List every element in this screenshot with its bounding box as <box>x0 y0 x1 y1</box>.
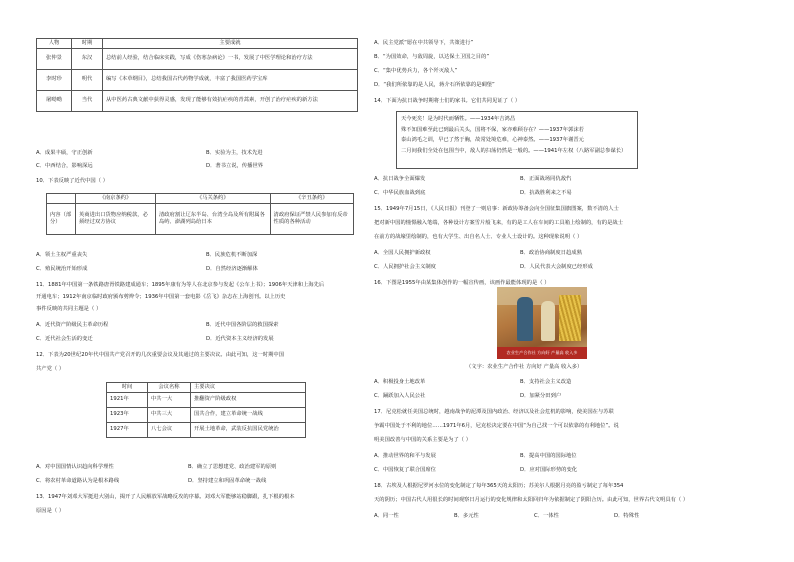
option-d[interactable]: D．自然经济逐渐解体 <box>206 266 258 272</box>
table-row <box>47 203 354 234</box>
option-b[interactable]: B．支持社会主义改造 <box>520 379 572 385</box>
option-d[interactable]: D．特殊性 <box>614 513 640 519</box>
table-cell: 中共三大 <box>148 407 191 422</box>
table-row <box>107 422 306 437</box>
option-a[interactable]: A．近代资产阶级民主革命历程 <box>36 322 109 328</box>
table-cell: 清政府割让辽东半岛、台湾全岛及所有附属各岛屿、澎湖列岛给日本 <box>155 203 270 234</box>
option-a[interactable]: A．领土主权严重丧失 <box>36 252 88 258</box>
option-c[interactable]: C．中国恢复了联合国席位 <box>374 467 436 473</box>
option-a[interactable]: A．同一性 <box>374 513 399 519</box>
poster-figure <box>541 301 555 341</box>
question-15-line: 把对新中国的憧憬融入笔端，各种设计方案雪片般飞来，有的是工人在车间的工具箱上绘制的，有的是战士 <box>374 220 623 226</box>
option-b[interactable]: B．近代中国各阶层的救国探索 <box>206 322 279 328</box>
question-13-line: 13．1947年刘邓大军挺进大别山，揭开了人民解放军战略反攻的序幕。刘邓大军能够站稳脚跟，扎下根的根本 <box>36 494 295 500</box>
question-10-stem: 10．下表反映了近代中国（ ） <box>36 178 108 184</box>
table-row <box>107 407 306 422</box>
option-b[interactable]: B．确立了思想建党、政治建军的原则 <box>188 464 277 470</box>
option-c[interactable]: C．殖民统治开始形成 <box>36 266 88 272</box>
question-16-stem: 16．下图是1955年由某集体创作的一幅宣传画，该画作最能体现的是（ ） <box>374 280 550 286</box>
table-cell: 国共合作，建立革命统一战线 <box>191 407 306 422</box>
letter-line: 天今死矣！是为时代而牺牲。——1934年吉鸿昌 <box>401 116 516 122</box>
table-header-row <box>37 39 358 49</box>
table-row <box>107 392 306 407</box>
table-header-row <box>107 383 306 393</box>
table-row <box>37 69 358 90</box>
option-b[interactable]: B．“为国效命，与敌周旋，以达保土卫国之目的” <box>374 54 490 60</box>
table-cell: 从中医药古典文献中获得灵感，发现了能够有效抗疟疾的青蒿素，开创了治疗疟疾的新方法 <box>103 90 358 111</box>
table-header: 主要决议 <box>191 383 306 393</box>
table-cell: 推翻资产阶级政权 <box>191 392 306 407</box>
poster-caption: （文字：农业生产合作社 方向好 产量高 收入多） <box>466 364 583 370</box>
question-11-line: 开通电车；1912年南京临时政府颁布剪辫令；1936年中国第一套电影《岳飞》杂志在上海创刊。以上历史 <box>36 294 286 300</box>
question-11-line: 11．1881年中国第一条铁路唐胥铁路建成通车；1895年康有为等人在北京参与发起《公车上书》；1906年天津和上海先后 <box>36 282 325 288</box>
option-b[interactable]: B．多元性 <box>454 513 479 519</box>
option-d[interactable]: D．应对国际形势的变化 <box>520 467 578 473</box>
option-d[interactable]: D．人民代表大会制度已经形成 <box>520 264 593 270</box>
question-15-line: 在前方的战壕里绘制的，也有大学生、出自名人士、专业人士设计的。这种现象说明（ ） <box>374 234 583 240</box>
option-d[interactable]: D．著书立说，传播世界 <box>206 163 264 169</box>
option-c[interactable]: C．“集中优势兵力，各个歼灭敌人” <box>374 68 458 74</box>
option-a[interactable]: A．抗日战争全面爆发 <box>374 176 426 182</box>
letter-line: 二月间我们全处在包围当中，敌人的扫荡仍然是一般的。——1941年左权（八路军副总参谋长） <box>401 147 627 154</box>
option-c[interactable]: C．中华民族血战到底 <box>374 190 426 196</box>
table-cell: 编写《本草纲目》，总结我国古代药物学成就，丰富了我国医药学宝库 <box>103 69 358 90</box>
table-header: 《辛丑条约》 <box>270 194 353 204</box>
option-b[interactable]: B．提高中国的国际地位 <box>520 453 577 459</box>
table-cell: 开展土地革命，武装反抗国民党统治 <box>191 422 306 437</box>
table-header: 会议名称 <box>148 383 191 393</box>
option-b[interactable]: B．实验为主，技术先进 <box>206 150 263 156</box>
table-cell: 屠呦呦 <box>37 90 72 111</box>
table-row <box>37 90 358 111</box>
table-cell: 中共一大 <box>148 392 191 407</box>
treaty-table <box>46 193 354 235</box>
option-a[interactable]: A．全国人民拥护新政权 <box>374 250 431 256</box>
table-header: 时间 <box>107 383 148 393</box>
poster-figure <box>517 297 533 341</box>
table-header-row <box>47 194 354 204</box>
option-b[interactable]: B．民族危机不断加深 <box>206 252 258 258</box>
option-d[interactable]: D．“我们所依靠的是人民，蒋介石所依靠的是碉堡” <box>374 82 495 88</box>
question-11-line: 事件反映的共同主题是（ ） <box>36 306 102 312</box>
table-cell: 总结前人经验，结合临床实践，写成《伤寒杂病论》一书，发展了中医学理论和治疗方法 <box>103 48 358 69</box>
option-d[interactable]: D．抗战胜利来之不易 <box>520 190 572 196</box>
table-cell: 李时珍 <box>37 69 72 90</box>
option-d[interactable]: D．加紧分田到户 <box>520 393 562 399</box>
table-header: 时期 <box>72 39 103 49</box>
option-c[interactable]: C．人民拥护社会主义制度 <box>374 264 436 270</box>
table-cell: 英商进出口货物应纳税款，必须经过双方协议 <box>76 203 156 234</box>
table-cell: 1921年 <box>107 392 148 407</box>
table-cell: 1927年 <box>107 422 148 437</box>
table-cell: 明代 <box>72 69 103 90</box>
table-header: 《马关条约》 <box>155 194 270 204</box>
question-12-line: 12．下表为20世纪20年代中国共产党召开的几次重要会议及其通过的主要决议。由此可知，这一时期中国 <box>36 352 284 358</box>
achievements-table <box>36 38 358 112</box>
table-header <box>47 194 76 204</box>
question-14-stem: 14．下面为抗日战争时期将士们的家书。它们共同见证了（ ） <box>374 98 521 104</box>
option-a[interactable]: A．推动世界的和平与发展 <box>374 453 436 459</box>
letter-line: 泰山鸿毛之训，早已了然于胸，故常处境危难，心神泰然。——1937年谢晋元 <box>401 137 584 143</box>
table-cell: 张仲景 <box>37 48 72 69</box>
question-17-line: 明美国改善与中国的关系主要是为了（ ） <box>374 437 472 443</box>
option-b[interactable]: B．正面战场同仇敌忾 <box>520 176 572 182</box>
question-17-line: 争霸中国处于不利的地位……1971年6月，尼克松决定要在中国“为自己找一个可以依靠的有利地位”。说 <box>374 423 619 429</box>
letter-line: 殊不知国难至此已到最后关头，国将不保，家亦难顾存在？——1937年郭沫若 <box>401 126 584 133</box>
option-c[interactable]: C．踊跃加入人民公社 <box>374 393 426 399</box>
table-header: 人物 <box>37 39 72 49</box>
poster-banner: 农业生产合作社 方向好 产量高 收入多 <box>497 347 587 359</box>
option-a[interactable]: A．对中国国情认识趋向科学理性 <box>36 464 114 470</box>
option-c[interactable]: C．近代社会生活的变迁 <box>36 336 93 342</box>
question-18-line: 天的阴历；中国古代人用很长的时间观察日月运行的变化规律和太阳回归年为依据制定了阴阳合历。由此可知，世界古代文明具有（ ） <box>374 497 689 503</box>
table-cell: 八七会议 <box>148 422 191 437</box>
option-c[interactable]: C．一体性 <box>534 513 559 519</box>
table-cell: 清政府保证严禁人民参加有反帝性质的各种活动 <box>270 203 353 234</box>
table-row <box>37 48 358 69</box>
option-d[interactable]: D．近代资本主义经济的发展 <box>206 336 274 342</box>
meetings-table <box>106 382 306 438</box>
option-b[interactable]: B．政治协商制度日趋成熟 <box>520 250 582 256</box>
option-a[interactable]: A．成果丰硕，守正创新 <box>36 150 93 156</box>
option-a[interactable]: A．民主党派“愿在中共领导下，共策进行” <box>374 40 474 46</box>
letters-box <box>396 111 638 169</box>
question-12-line: 共产党（ ） <box>36 366 65 372</box>
table-header: 《南京条约》 <box>76 194 156 204</box>
option-d[interactable]: D．坚持建立和巩固革命统一战线 <box>188 478 267 484</box>
question-13-line: 原因是（ ） <box>36 508 65 514</box>
question-18-line: 18．古埃及人根据尼罗河水位的变化制定了每年365天的太阳历；苏美尔人根据月亮的盈亏制定了每年354 <box>374 483 624 489</box>
table-cell: 当代 <box>72 90 103 111</box>
table-header: 主要成就 <box>103 39 358 49</box>
table-cell: 东汉 <box>72 48 103 69</box>
question-15-line: 15．1949年7月15日，《人民日报》刊登了一则启事：新政协筹备会向全国征集国旗图案，数不清的人士 <box>374 206 619 212</box>
table-cell: 内容（部分） <box>47 203 76 234</box>
option-a[interactable]: A．积极投身土地改革 <box>374 379 426 385</box>
poster-wheat <box>559 295 581 341</box>
table-cell: 1923年 <box>107 407 148 422</box>
propaganda-poster-image <box>497 287 587 359</box>
question-17-line: 17．尼克松就任美国总统时，越南战争的泥潭及国内政治、经济以及社会危机的影响，使美国在与苏联 <box>374 409 614 415</box>
option-c[interactable]: C．将农村革命道路认为是根本路线 <box>36 478 120 484</box>
option-c[interactable]: C．中西结合，影响深远 <box>36 163 93 169</box>
